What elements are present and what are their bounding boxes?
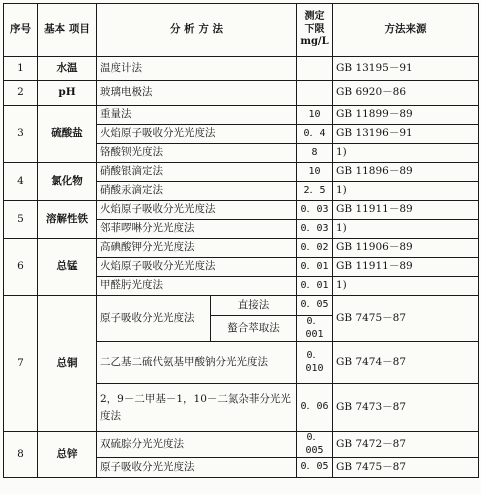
source-cell: GB 7474－87	[333, 342, 479, 384]
source-cell: GB 7475－87	[333, 296, 479, 342]
row-seq: 5	[4, 201, 38, 239]
limit-cell	[297, 57, 333, 81]
method-cell: 火焰原子吸收分光光度法	[97, 125, 297, 144]
header-limit: 测定 下限 mg/L	[297, 4, 333, 57]
method-cell: 铬酸钡光度法	[97, 144, 297, 163]
source-cell: GB 6920－86	[333, 81, 479, 106]
source-cell: GB 11896－89	[333, 163, 479, 182]
method-cell: 2，9－二甲基－1，10－二氮杂菲分光光度法	[97, 384, 297, 432]
row-item: 总锰	[38, 239, 97, 296]
method-cell: 火焰原子吸收分光光度法	[97, 201, 297, 220]
header-seq: 序号	[4, 4, 38, 57]
row-seq: 4	[4, 163, 38, 201]
source-cell: GB 7472－87	[333, 432, 479, 458]
table-row	[4, 163, 479, 182]
limit-cell: 0．001	[297, 316, 333, 342]
row-seq: 1	[4, 57, 38, 81]
limit-cell: 0．05	[297, 458, 333, 478]
method-cell: 双硫腙分光光度法	[97, 432, 297, 458]
method-cell: 高碘酸钾分光光度法	[97, 239, 297, 258]
method-cell: 温度计法	[97, 57, 297, 81]
row-item: pH	[38, 81, 97, 106]
limit-cell: 10	[297, 163, 333, 182]
source-cell: 1)	[333, 220, 479, 239]
method-cell: 甲醛肟光度法	[97, 277, 297, 296]
method-cell: 玻璃电极法	[97, 81, 297, 106]
row-item: 氯化物	[38, 163, 97, 201]
limit-cell: 0．02	[297, 239, 333, 258]
source-cell: 1)	[333, 144, 479, 163]
limit-cell: 0．06	[297, 384, 333, 432]
limit-cell: 0．03	[297, 220, 333, 239]
limit-cell: 0．01	[297, 277, 333, 296]
header-source: 方法来源	[333, 4, 479, 57]
limit-cell: 10	[297, 106, 333, 125]
header-row	[4, 4, 479, 57]
method-cell: 邻菲啰啉分光光度法	[97, 220, 297, 239]
submethod-cell: 螯合萃取法	[211, 316, 297, 342]
row-seq: 8	[4, 432, 38, 478]
method-cell: 火焰原子吸收分光光度法	[97, 258, 297, 277]
table-row	[4, 57, 479, 81]
method-cell: 硝酸银滴定法	[97, 163, 297, 182]
method-cell: 二乙基二硫代氨基甲酸钠分光光度法	[97, 342, 297, 384]
table-row	[4, 81, 479, 106]
table-row	[4, 201, 479, 220]
method-cell: 原子吸收分光光度法	[97, 458, 297, 478]
table-row	[4, 239, 479, 258]
limit-cell: 0．4	[297, 125, 333, 144]
limit-cell	[297, 81, 333, 106]
method-cell: 硝酸汞滴定法	[97, 182, 297, 201]
limit-cell: 2．5	[297, 182, 333, 201]
row-seq: 6	[4, 239, 38, 296]
limit-cell: 8	[297, 144, 333, 163]
table-row	[4, 296, 479, 316]
limit-cell: 0．01	[297, 258, 333, 277]
limit-cell: 0．03	[297, 201, 333, 220]
limit-cell: 0．05	[297, 296, 333, 316]
source-cell: 1)	[333, 277, 479, 296]
source-cell: GB 11906－89	[333, 239, 479, 258]
source-cell: GB 7475－87	[333, 458, 479, 478]
limit-cell: 0．010	[297, 342, 333, 384]
limit-cell: 0．005	[297, 432, 333, 458]
row-seq: 2	[4, 81, 38, 106]
source-cell: GB 11899－89	[333, 106, 479, 125]
submethod-cell: 直接法	[211, 296, 297, 316]
table-row	[4, 432, 479, 458]
source-cell: GB 13196－91	[333, 125, 479, 144]
row-item: 水温	[38, 57, 97, 81]
row-item: 硫酸盐	[38, 106, 97, 163]
source-cell: GB 7473－87	[333, 384, 479, 432]
source-cell: GB 13195－91	[333, 57, 479, 81]
source-cell: GB 11911－89	[333, 258, 479, 277]
header-method: 分 析 方 法	[97, 4, 297, 57]
header-item: 基本 项目	[38, 4, 97, 57]
source-cell: GB 11911－89	[333, 201, 479, 220]
analysis-methods-table	[3, 3, 479, 478]
method-cell: 原子吸收分光光度法	[97, 296, 211, 342]
row-seq: 7	[4, 296, 38, 432]
table-row	[4, 106, 479, 125]
row-item: 溶解性铁	[38, 201, 97, 239]
row-item: 总铜	[38, 296, 97, 432]
source-cell: 1)	[333, 182, 479, 201]
method-cell: 重量法	[97, 106, 297, 125]
row-item: 总锌	[38, 432, 97, 478]
row-seq: 3	[4, 106, 38, 163]
